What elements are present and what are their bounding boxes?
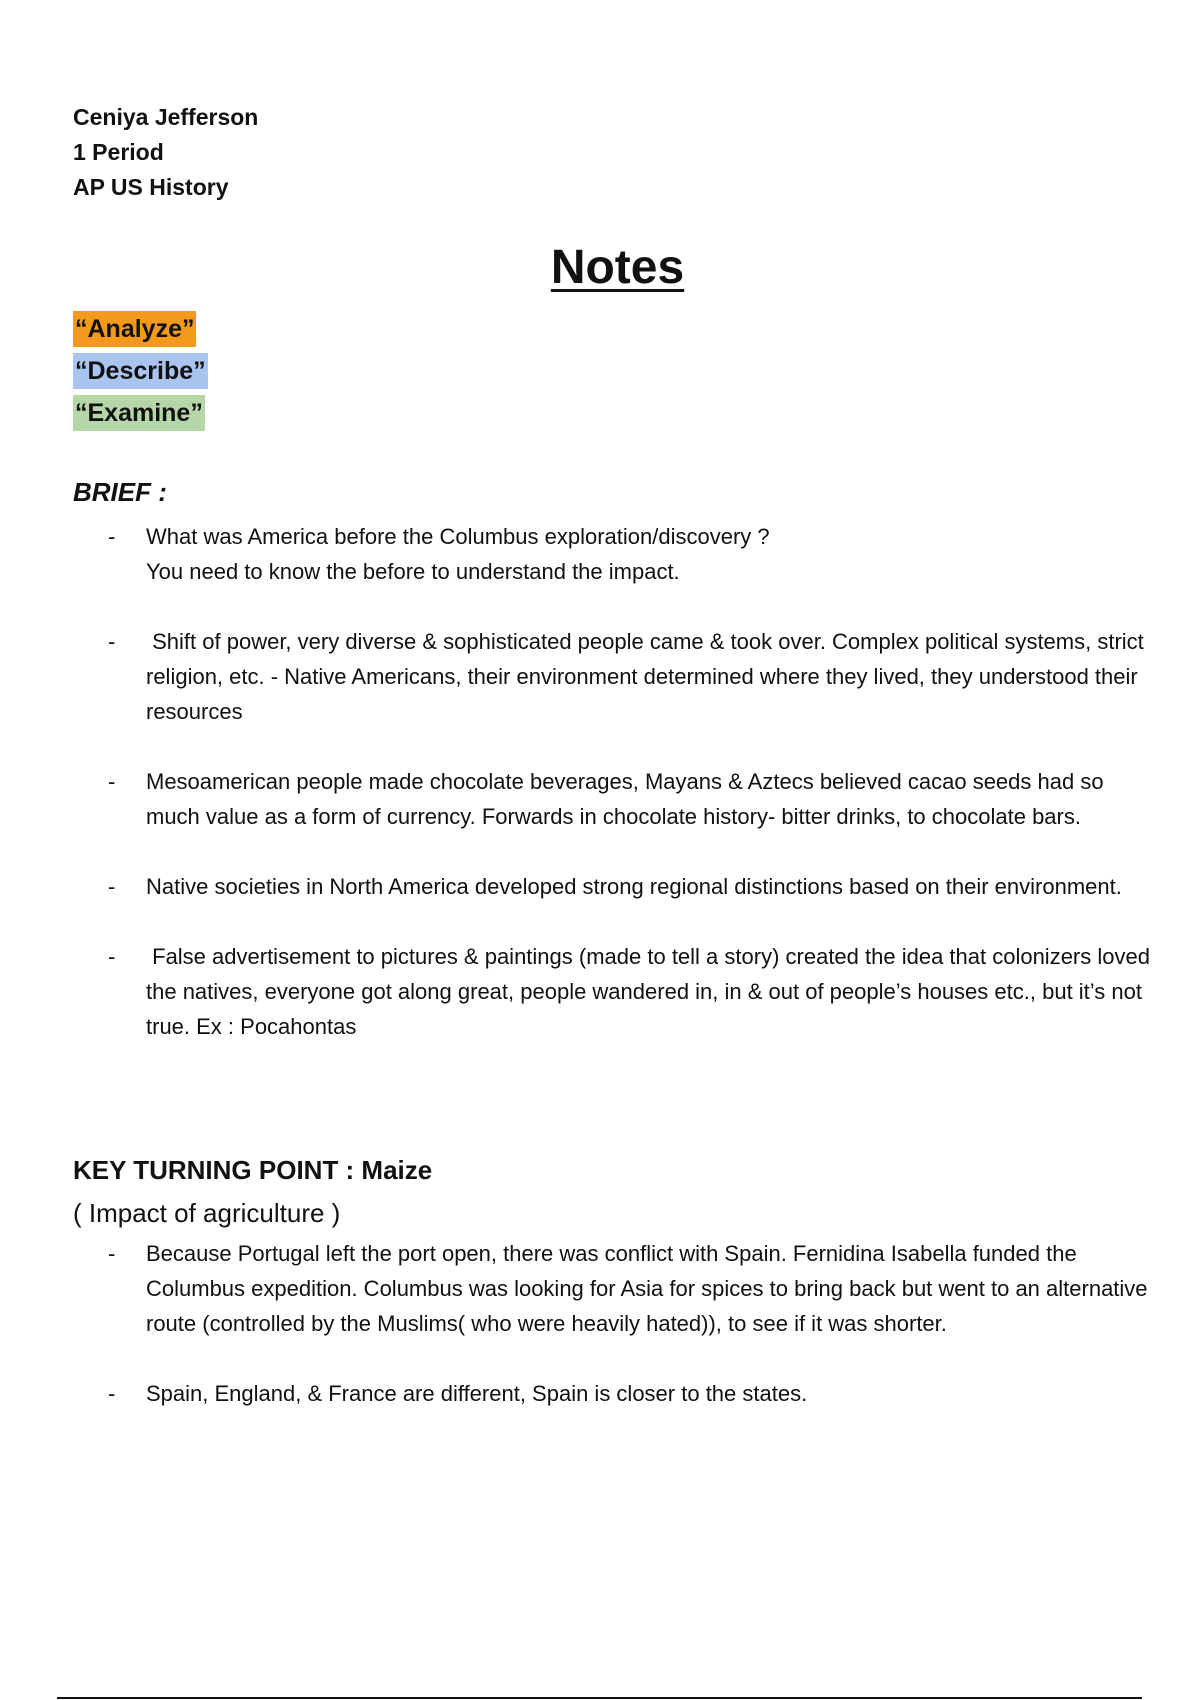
brief-heading: BRIEF : <box>73 477 167 507</box>
keyword-analyze: “Analyze” <box>73 311 196 347</box>
student-name: Ceniya Jefferson <box>73 104 259 130</box>
brief-item-1 <box>146 524 770 584</box>
bullet-dash: - <box>108 1381 116 1406</box>
brief-list <box>73 519 1163 1079</box>
bullet-dash: - <box>108 1241 116 1266</box>
brief-item-5: False advertisement to pictures & paintings (made to tell a story) created the idea that colonizers loved the natives, everyone got along great, people wandered in, in & out of people’s houses etc., but it’s not true. Ex : Pocahontas <box>146 944 1157 1039</box>
keyword-describe: “Describe” <box>73 353 208 389</box>
list-item <box>73 939 1163 1044</box>
bullet-dash: - <box>108 524 116 549</box>
list-item <box>73 519 1163 589</box>
key-item-2: Spain, England, & France are different, Spain is closer to the states. <box>146 1381 808 1406</box>
bullet-dash: - <box>108 629 116 654</box>
page-title: Notes <box>550 241 685 294</box>
keyword-examine: “Examine” <box>73 395 205 431</box>
brief-item-2: Shift of power, very diverse & sophisticated people came & took over. Complex political systems, strict religion, etc. - Native Americans, their environment determined where they lived, they understood their resources <box>146 629 1150 724</box>
page-footer-divider <box>57 1697 1142 1699</box>
bullet-dash: - <box>108 944 116 969</box>
key-turning-point-heading: KEY TURNING POINT : Maize <box>73 1155 433 1185</box>
brief-item-4: Native societies in North America developed strong regional distinctions based on their environment. <box>146 874 1122 899</box>
list-item <box>73 764 1163 834</box>
class-period: 1 Period <box>73 139 164 165</box>
list-item <box>73 869 1163 904</box>
list-item <box>73 1236 1163 1341</box>
bullet-dash: - <box>108 874 116 899</box>
brief-item-3: Mesoamerican people made chocolate beverages, Mayans & Aztecs believed cacao seeds had so much value as a form of currency. Forwards in chocolate history- bitter drinks, to chocolate bars. <box>146 769 1104 829</box>
key-turning-point-subtitle: ( Impact of agriculture ) <box>73 1198 341 1228</box>
student-header <box>73 100 258 205</box>
list-item <box>73 1376 1163 1411</box>
key-item-1: Because Portugal left the port open, there was conflict with Spain. Fernidina Isabella funded the Columbus expedition. Columbus was looking for Asia for spices to bring back but went to an alternative route (controlled by the Muslims( who were heavily hated)), to see if it was shorter. <box>146 1241 1148 1336</box>
key-turning-point-list <box>73 1236 1163 1446</box>
bullet-dash: - <box>108 769 116 794</box>
course-name: AP US History <box>73 174 229 200</box>
keyword-list <box>73 311 208 437</box>
list-item <box>73 624 1163 729</box>
brief-item-1-text: What was America before the Columbus exploration/discovery ? You need to know the before to understand the impact. <box>146 524 770 584</box>
